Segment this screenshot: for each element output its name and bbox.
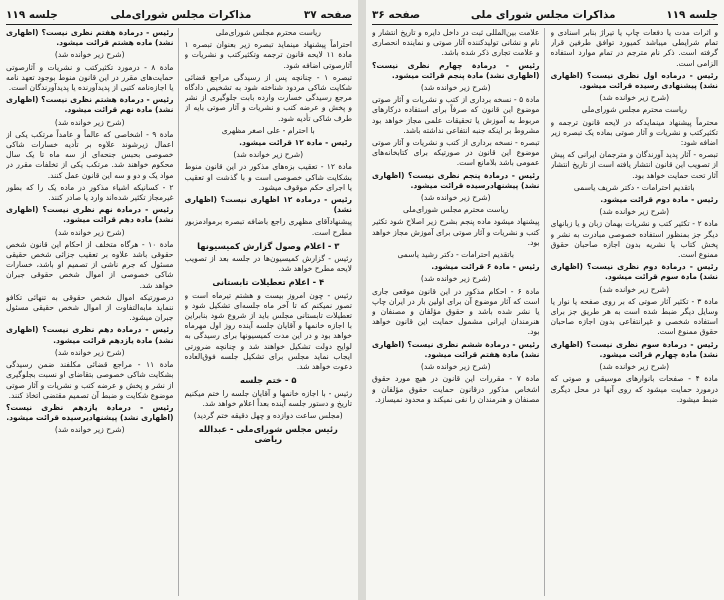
paragraph: باتقدیم احترامات - دکتر شریف یاسمی — [573, 182, 695, 192]
paragraph: رئیس - چون امروز بیست و هشتم تیرماه است و تصور نمیکنم که تا آخر ماه جلسه‌ای تشکیل شود و تعطیلات تابستانی مجلس باید از شروع شود بنابراین با اجازه خانمها و آقایان جلسه آینده روز اول مهرماه خواهد بود و در این مدت کمیسیونها برای رسیدگی به لوایح دولت تشکیل خواهند شد و چنانچه ضرورتی ایجاب نماید مجلس برای تشکیل جلسه فوق‌العاده دعوت خواهد شد. — [184, 290, 352, 372]
paragraph: علامت بین‌المللی ثبت در داخل دایره و تاریخ انتشار و نام و نشانی تولیدکننده آثار صوتی و نماینده انحصاری و علامت تجاری ذکر شده باشد. — [372, 28, 540, 58]
paragraph: رئیس - درمادة ۱۲ اظهاری نیست؟ (اظهاری نشد) — [184, 195, 352, 215]
paragraph: مادة ۱۲ - تعقیب بزه‌های مذکور در این قانون منوط بشکایت شاکی خصوصی است و با گذشت او تعقیب یا اجرای حکم موقوف میشود. — [184, 162, 352, 192]
paragraph: (شرح زیر خوانده شد) — [420, 83, 491, 93]
paragraph: ریاست محترم مجلس شورای‌ملی — [403, 205, 509, 215]
paragraph: رئیس - درمادة هشتم نظری نیست؟ (اظهاری نشد) مادة نهم قرائت میشود. — [6, 95, 174, 115]
paragraph: رئیس - درمادة ششم نظری نیست؟ (اظهاری نشد) مادة هفتم قرائت میشود. — [372, 339, 540, 359]
paragraph: رئیس - مادة دوم قرائت میشود. — [600, 195, 718, 205]
paragraph: و اثرات مدت یا دفعات چاپ یا تیراژ بنابر اسنادی و تمام شرایطی میباشد کمیورد توافق طرفین قرار گرفته است. ذکر نام مترجم در تمام موارد استفاده الزامی است. — [550, 28, 718, 68]
paragraph: رئیس - درمادة پنجم نظری نیست؟ (اظهاری نشد) پیشنهادرسیده قرائت میشود. — [372, 170, 540, 190]
paragraph: مادة ۹ - اشخاصی که عالماً و عامداً مرتکب یکی از اعمال زیرشوند علاوه بر تأدیه خسارات شاکی خصوصی بحبس جنحه‌ای از سه ماه تا یک سال محکوم خواهند شد. مرتکب یکی از تخلفات مقرر در مواد یک و دو و سه این قانون عمل کنند. — [6, 129, 174, 180]
paragraph: تبصره ۱ - چنانچه پس از رسیدگی مراجع قضائی شکایت شاکی مردود شناخته شود به تشخیص دادگاه مرجع رسیدگی خسارت وارده بابت جلوگیری از نشر و پخش و عرضه کتب و نشریات و آثار صوتی بایه از طرف شاکی تأدیه شود. — [184, 72, 352, 123]
paragraph: (شرح زیر خوانده شد) — [599, 284, 670, 294]
paragraph: مادة ۵ - نسخه برداری از کتب و نشریات و آثار صوتی موضوع این قانون که صرفاً برای استفاده درکارهای مربوط به آموزش یا تحقیقات علمی مجاز خواهد بود مشروط بر اینکه جنبه انتفاعی نداشته باشد. — [372, 95, 540, 135]
paragraph: (شرح زیر خوانده شد) — [599, 207, 670, 217]
paragraph: (شرح زیر خوانده شد) — [54, 425, 125, 435]
paragraph: (شرح زیر خوانده شد) — [420, 362, 491, 372]
right-page-number: صفحه ۳۶ — [372, 9, 421, 21]
paragraph: احتراماً پیشنهاد مینماید تبصره زیر بعنوان تبصره ۱ مادة ۱۱ لایحه قانون ترجمه وتکثیرکتب و نشریات و آثارصوتی اضافه شود. — [184, 40, 352, 70]
paragraph: (مجلس ساعت دوازده و چهل دقیقه ختم گردید) — [193, 410, 343, 420]
section-heading: ۵ - ختم جلسه — [240, 375, 297, 386]
paragraph: (شرح زیر خوانده شد) — [233, 150, 304, 160]
right-journal-title: مذاکرات مجلس شورای ملی — [470, 9, 616, 21]
paragraph: پیشنهاد میشود ماده پنجم بشرح زیر اصلاح شود تکثیر کتب و نشریات و آثار صوتی برای آموزش مجاز خواهد بود. — [372, 217, 540, 247]
paragraph: ریاست محترم مجلس شورای‌ملی — [581, 105, 687, 115]
section-heading: ۳ - اعلام وصول گزارش کمیسیونها — [197, 240, 340, 251]
right-column-1 — [551, 28, 719, 596]
paragraph: رئیس - درماده اول نظری نیست؟ (اظهاری نشد) پیشنهادی رسیده قرائت میشود. — [550, 70, 718, 91]
paragraph: ریاست محترم مجلس شورای‌ملی — [215, 28, 321, 37]
paragraph: مادة ۳ - تکثیر آثار صوتی که بر روی صفحه یا نوار یا وسایل دیگر ضبط شده است به هر طریق جز برای استفاده شخصی و غیرانتفاعی بدون اجازه صاحبان حقوق ممنوع است. — [550, 296, 718, 337]
paragraph: مادة ۱۱ - مراجع قضائی مکلفند ضمن رسیدگی بشکایت شاکی خصوصی بتقاضای او نسبت بجلوگیری از نشر و پخش و عرضه کتب و نشریات و آثار صوتی موضوع شکایت و ضبط آن تصمیم مقتضی اتخاذ کنند. — [6, 360, 174, 400]
paragraph: (شرح زیر خوانده شد) — [599, 93, 670, 103]
paragraph: تبصره - آثار پدید آورندگان و مترجمان ایرانی که پیش از تصویب این قانون انتشار یافته است از تاریخ انتشار آثار تحت حمایت خواهد بود. — [550, 150, 718, 180]
paragraph: رئیس - درمادة نهم نظری نیست؟ (اظهاری نشد) مادة دهم قرائت میشود. — [6, 205, 174, 225]
paragraph: مادة ۲ - تکثیر کتب و نشریات بهمان زبان و یا زبانهای دیگر جز بمنظور استفاده خصوصی مبادرت به نشر و پخش کتاب یا نشریه بدون اجازه صاحبان حقوق ممنوع است. — [550, 219, 718, 260]
right-running-head — [372, 6, 718, 25]
paragraph: رئیس - درمادة سوم نظری نیست؟ (اظهاری نشد) مادة چهارم قرائت میشود. — [550, 339, 718, 359]
left-journal-title: مذاکرات مجلس شورای‌ملی — [110, 9, 252, 21]
left-column-1 — [185, 28, 353, 596]
section-heading: ۴ - اعلام تعطیلات تابستانی — [212, 277, 325, 288]
paragraph: ۲ - کسانیکه اشیاء مذکور در ماده یک را که بطور غیرمجاز تکثیر شده‌اند وارد یا صادر کنند. — [6, 182, 174, 203]
paragraph: (شرح زیر خوانده شد) — [599, 362, 670, 372]
left-columns — [6, 28, 352, 596]
book-gutter — [358, 0, 366, 600]
paragraph: باتقدیم احترامات - دکتر رشید یاسمی — [397, 250, 515, 260]
left-session-number: جلسه ۱۱۹ — [6, 9, 58, 21]
paragraph: رئیس - درمادة دهم نظری نیست؟ (اظهاری نشد) مادة یازدهم قرائت میشود. — [6, 325, 174, 345]
paragraph: مادة ۱۰ - هرگاه متخلف از احکام این قانون شخص حقوقی باشد علاوه بر تعقیب جزائی شخص حقیقی مسئول که جرم ناشی از تصمیم او باشد، خسارات شاکی خصوصی از اموال شخص حقوقی جبران خواهد شد. — [6, 239, 174, 290]
left-column-2 — [6, 28, 179, 596]
paragraph: (شرح زیر خوانده شد) — [420, 274, 491, 284]
right-session-number: جلسه ۱۱۹ — [666, 9, 718, 21]
paragraph: رئیس - درمادة چهارم نظری نیست؟ (اظهاری نشد) مادة پنجم قرائت میشود. — [372, 60, 540, 80]
paragraph: (شرح زیر خوانده شد) — [54, 50, 125, 60]
paragraph: رئیس - مادة ۶ قرائت میشود. — [431, 262, 540, 272]
left-page — [0, 0, 358, 600]
left-page-number: صفحه ۳۷ — [303, 9, 352, 21]
paragraph: مادة ۶ - احکام مذکور در این قانون موقعی جاری است که آثار موضوع آن برای اولین بار در ایران چاپ یا نشر شده باشد و حقوق مؤلفان و مصنفان و هنرمندان ایرانی مشمول حمایت این قانون خواهد بود. — [372, 286, 540, 337]
paragraph: رئیس - با اجازه خانمها و آقایان جلسه را ختم میکنیم تاریخ و دستور جلسه آینده بعداً اعلام خواهد شد. — [184, 388, 352, 408]
paragraph: رئیس - مادة ۱۲ قرائت میشود. — [239, 138, 352, 148]
paragraph: (شرح زیر خوانده شد) — [54, 347, 125, 357]
right-page — [366, 0, 724, 600]
paragraph: رئیس - درمادة هفتم نظری نیست؟ (اظهاری نشد) ماده هشتم قرائت میشود. — [6, 28, 174, 48]
paragraph: (شرح زیر خوانده شد) — [54, 117, 125, 127]
left-running-head — [6, 6, 352, 25]
paragraph: رئیس - درمادة دوم نظری نیست؟ (اظهاری نشد) مادة سوم قرائت میشود. — [550, 262, 718, 282]
paragraph: پیشنهادآقای مظهری راجع باضافه تبصره برموادمزبور مطرح است. — [184, 217, 352, 237]
paragraph: محترماً پیشنهاد مینمایدکه در لایحه قانون ترجمه و تکثیرکتب و نشریات و آثار صوتی بماده یک تبصره زیر اضافه شود: — [550, 117, 718, 148]
paragraph: مادة ۷ - مقررات این قانون در هیچ مورد حقوق اشخاص مذکور درقانون حمایت حقوق مؤلفان و مصنفان و هنرمندان را نفی نمیکند و محدود نمیسازد. — [372, 374, 540, 404]
paragraph: مادة ۸ - درمورد تکثیرکتب و نشریات و آثارصوتی حمایت‌های مقرر در این قانون منوط بوجود تعهد نامه یا اجازه‌نامه کتبی از پدیدآورنده یا پدیدآورندگان است. — [6, 62, 174, 93]
right-column-2 — [372, 28, 545, 596]
paragraph: مادة ۴ - صفحات بانوارهای موسیقی و صوتی که درمورد حمایت میشود که روی آنها در محل دیگری ضبط میشود. — [550, 374, 718, 404]
paragraph: تبصره - نسخه برداری از کتب و نشریات و آثار صوتی موضوع این قانون در صورتیکه برای کتابخانه‌های عمومی باشد بلامانع است. — [372, 138, 540, 168]
right-columns — [372, 28, 718, 596]
paragraph: (شرح زیر خوانده شد) — [54, 227, 125, 237]
paragraph: رئیس - گزارش کمیسیون‌ها در جلسه بعد از تصویب لایحه مطرح خواهد شد. — [184, 254, 352, 274]
section-heading: رئیس مجلس شورای‌ملی - عبدالله ریاضی — [198, 424, 338, 445]
paragraph: (شرح زیر خوانده شد) — [420, 193, 491, 203]
paragraph: رئیس - درمادة یازدهم نظری نیست؟ (اظهاری نشد) پیشنهادیرسیده قرائت میشود. — [6, 402, 174, 423]
paragraph: با احترام - علی اصغر مظهری — [221, 125, 315, 135]
paragraph: درصورتیکه اموال شخص حقوقی به تنهائی تکافو ننماید مابه‌التفاوت از اموال شخص حقیقی مسئول جبران میشود. — [6, 292, 174, 323]
